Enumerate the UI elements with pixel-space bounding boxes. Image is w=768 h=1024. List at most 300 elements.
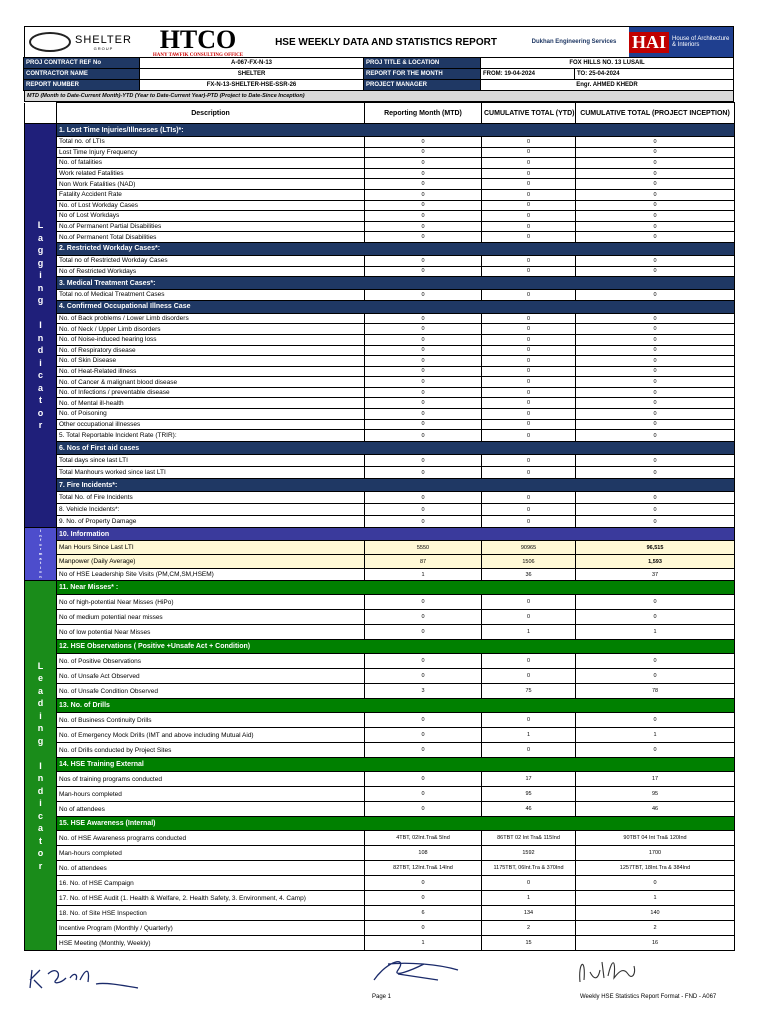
row-mtd: 0 (365, 387, 482, 398)
row-description: No. of Poisoning (57, 409, 365, 420)
row-description: Total no.of Medical Treatment Cases (57, 290, 365, 301)
row-ytd: 0 (482, 158, 576, 169)
signature-left (26, 962, 146, 994)
row-ptd: 0 (576, 211, 735, 222)
row-ytd: 0 (482, 419, 576, 430)
row-ptd: 46 (576, 802, 735, 817)
row-ptd: 1700 (576, 846, 735, 861)
row-description: Total No. of Fire Incidents (57, 492, 365, 504)
row-ptd: 1 (576, 728, 735, 743)
row-mtd: 0 (365, 409, 482, 420)
row-ptd: 0 (576, 455, 735, 467)
row-ytd: 0 (482, 398, 576, 409)
row-ytd: 0 (482, 313, 576, 324)
table-row (25, 158, 735, 169)
row-ptd: 0 (576, 516, 735, 528)
col-ptd: CUMULATIVE TOTAL (PROJECT INCEPTION) (576, 103, 735, 124)
row-description: No. of HSE Awareness programs conducted (57, 831, 365, 846)
row-ytd: 0 (482, 345, 576, 356)
row-mtd: 5550 (365, 541, 482, 555)
row-mtd: 1 (365, 936, 482, 951)
table-row (25, 266, 735, 277)
report-sheet (24, 26, 734, 951)
row-description: Nos of training programs conducted (57, 772, 365, 787)
table-row (25, 189, 735, 200)
section-title: 6. Nos of First aid cases (57, 442, 735, 455)
row-description: 16. No. of HSE Campaign (57, 876, 365, 891)
row-description: No.of Permanent Partial Disabilities (57, 221, 365, 232)
row-description: No of attendees (57, 802, 365, 817)
htco-logo-sub: HANY TAWFIK CONSULTING OFFICE (152, 53, 244, 58)
section-title: 14. HSE Training External (57, 758, 735, 772)
section-title: 2. Restricted Workday Cases*: (57, 242, 735, 255)
table-row (25, 569, 735, 581)
row-mtd: 0 (365, 221, 482, 232)
footer-page: Page 1 (372, 994, 392, 1000)
table-row (25, 430, 735, 442)
contractor-value: SHELTER (139, 68, 364, 80)
signature-right (572, 952, 642, 988)
section-title: 11. Near Misses* : (57, 581, 735, 595)
table-row (25, 787, 735, 802)
row-ytd: 0 (482, 387, 576, 398)
row-description: 9. No. of Property Damage (57, 516, 365, 528)
row-ptd: 0 (576, 377, 735, 388)
row-ytd: 0 (482, 516, 576, 528)
table-row (25, 419, 735, 430)
shelter-ring-icon (29, 32, 71, 52)
to-date: TO: 25-04-2024 (574, 68, 734, 80)
row-mtd: 3 (365, 684, 482, 699)
row-ytd: 0 (482, 876, 576, 891)
row-mtd: 0 (365, 430, 482, 442)
row-mtd: 87 (365, 555, 482, 569)
row-mtd: 0 (365, 802, 482, 817)
lagging-indicator-label-text: L a g g i n g I n d i c a t o r (37, 220, 44, 431)
row-description: No. of fatalities (57, 158, 365, 169)
row-description: No of Lost Workdays (57, 211, 365, 222)
row-ytd: 75 (482, 684, 576, 699)
table-row (25, 356, 735, 367)
section-header-row (25, 758, 735, 772)
row-ptd: 0 (576, 366, 735, 377)
row-ptd: 0 (576, 147, 735, 158)
row-mtd: 0 (365, 356, 482, 367)
row-ytd: 0 (482, 168, 576, 179)
row-description: Work related Fatalities (57, 168, 365, 179)
row-ptd: 0 (576, 221, 735, 232)
row-description: Total no. of LTIs (57, 137, 365, 148)
table-row (25, 743, 735, 758)
row-ptd: 140 (576, 906, 735, 921)
shelter-logo (25, 27, 143, 57)
table-row (25, 409, 735, 420)
row-description: Other occupational illnesses (57, 419, 365, 430)
row-ptd: 0 (576, 290, 735, 301)
row-description: No of low potential Near Misses (57, 625, 365, 640)
section-title: 15. HSE Awareness (Internal) (57, 817, 735, 831)
row-description: No. of Heat-Related illness (57, 366, 365, 377)
row-description: No. of Drills conducted by Project Sites (57, 743, 365, 758)
row-ptd: 0 (576, 504, 735, 516)
row-mtd: 0 (365, 211, 482, 222)
row-mtd: 0 (365, 189, 482, 200)
statistics-table (24, 102, 735, 951)
row-ytd: 0 (482, 377, 576, 388)
information-label (25, 528, 57, 581)
section-title: 1. Lost Time Injuries/Illnesses (LTIs)*: (57, 124, 735, 137)
hai-logo-text: House of Architecture & Interiors (672, 36, 730, 48)
row-ptd: 0 (576, 743, 735, 758)
corner-cell (25, 103, 57, 124)
row-ptd: 0 (576, 324, 735, 335)
row-ytd: 1592 (482, 846, 576, 861)
table-row (25, 728, 735, 743)
row-ytd: 0 (482, 504, 576, 516)
row-ytd: 0 (482, 255, 576, 266)
row-ptd: 0 (576, 419, 735, 430)
row-ptd: 0 (576, 387, 735, 398)
row-mtd: 0 (365, 492, 482, 504)
row-description: Non Work Fatalities (NAD) (57, 179, 365, 190)
section-title: 7. Fire Incidents*: (57, 479, 735, 492)
row-ytd: 1 (482, 728, 576, 743)
row-mtd: 0 (365, 772, 482, 787)
section-header-row (25, 277, 735, 290)
row-description: HSE Meeting (Monthly, Weekly) (57, 936, 365, 951)
row-mtd: 0 (365, 345, 482, 356)
row-ytd: 2 (482, 921, 576, 936)
row-ptd: 0 (576, 158, 735, 169)
row-ptd: 78 (576, 684, 735, 699)
statistics-table-body (25, 103, 735, 951)
row-description: 17. No. of HSE Audit (1. Health & Welfare, 2. Health Safety, 3. Environment, 4. Camp) (57, 891, 365, 906)
table-row (25, 861, 735, 876)
row-ptd: 0 (576, 189, 735, 200)
row-ytd: 134 (482, 906, 576, 921)
row-mtd: 6 (365, 906, 482, 921)
row-description: Incentive Program (Monthly / Quarterly) (57, 921, 365, 936)
htco-logo (143, 27, 253, 57)
section-header-row (25, 300, 735, 313)
section-header-row (25, 242, 735, 255)
row-mtd: 0 (365, 168, 482, 179)
table-row (25, 555, 735, 569)
row-ptd: 0 (576, 168, 735, 179)
signature-middle (368, 950, 468, 986)
footer-format: Weekly HSE Statistics Report Format - FND - A067 (580, 994, 717, 1000)
row-mtd: 0 (365, 728, 482, 743)
report-title: HSE WEEKLY DATA AND STATISTICS REPORT (275, 36, 497, 48)
row-ytd: 0 (482, 492, 576, 504)
table-row (25, 669, 735, 684)
row-mtd: 0 (365, 324, 482, 335)
table-row (25, 366, 735, 377)
shelter-logo-sub: GROUP (93, 45, 114, 51)
row-description: 5. Total Reportable Incident Rate (TRIR): (57, 430, 365, 442)
row-description: Man-hours completed (57, 846, 365, 861)
row-mtd: 0 (365, 255, 482, 266)
row-mtd: 0 (365, 147, 482, 158)
section-header-row (25, 699, 735, 713)
row-ptd: 0 (576, 610, 735, 625)
row-ytd: 0 (482, 232, 576, 243)
table-row (25, 200, 735, 211)
row-ytd: 0 (482, 366, 576, 377)
row-ptd: 0 (576, 345, 735, 356)
hai-logo-mark: HAI (629, 32, 669, 53)
section-title: 13. No. of Drills (57, 699, 735, 713)
table-row (25, 625, 735, 640)
table-row (25, 846, 735, 861)
table-row (25, 891, 735, 906)
row-description: No. of Business Continuity Drills (57, 713, 365, 728)
row-ptd: 0 (576, 595, 735, 610)
row-mtd: 0 (365, 669, 482, 684)
col-mtd: Reporting Month (MTD) (365, 103, 482, 124)
report-month-label: REPORT FOR THE MONTH (363, 68, 481, 80)
row-ytd: 0 (482, 409, 576, 420)
row-mtd: 0 (365, 313, 482, 324)
row-description: No of medium potential near misses (57, 610, 365, 625)
row-ytd: 0 (482, 147, 576, 158)
section-header-row (25, 528, 735, 541)
row-ytd: 0 (482, 211, 576, 222)
row-description: Total Manhours worked since last LTI (57, 467, 365, 479)
row-mtd: 108 (365, 846, 482, 861)
table-row (25, 684, 735, 699)
row-description: Fatality Accident Rate (57, 189, 365, 200)
row-ytd: 0 (482, 595, 576, 610)
row-mtd: 0 (365, 891, 482, 906)
table-row (25, 324, 735, 335)
row-description: Lost Time Injury Frequency (57, 147, 365, 158)
row-ptd: 0 (576, 467, 735, 479)
row-ytd: 0 (482, 467, 576, 479)
table-row (25, 541, 735, 555)
table-row (25, 876, 735, 891)
row-ytd: 15 (482, 936, 576, 951)
row-ytd: 0 (482, 324, 576, 335)
row-description: Total days since last LTI (57, 455, 365, 467)
row-ptd: 0 (576, 409, 735, 420)
row-description: No. of Mental ill-health (57, 398, 365, 409)
table-row (25, 255, 735, 266)
row-ytd: 0 (482, 610, 576, 625)
col-ytd: CUMULATIVE TOTAL (YTD) (482, 103, 576, 124)
pm-label: PROJECT MANAGER (363, 79, 481, 91)
table-row (25, 345, 735, 356)
table-row (25, 179, 735, 190)
row-description: Man Hours Since Last LTI (57, 541, 365, 555)
row-ptd: 1 (576, 891, 735, 906)
row-mtd: 0 (365, 921, 482, 936)
table-row (25, 377, 735, 388)
col-description: Description (57, 103, 365, 124)
row-description: No. of Respiratory disease (57, 345, 365, 356)
row-ptd: 0 (576, 430, 735, 442)
row-mtd: 0 (365, 713, 482, 728)
leading-indicator-label (25, 581, 57, 951)
report-number-label: REPORT NUMBER (23, 79, 140, 91)
row-mtd: 0 (365, 654, 482, 669)
table-row (25, 654, 735, 669)
row-ptd: 0 (576, 313, 735, 324)
table-row (25, 467, 735, 479)
table-row (25, 334, 735, 345)
table-row (25, 455, 735, 467)
section-header-row (25, 581, 735, 595)
row-ptd: 0 (576, 669, 735, 684)
table-row (25, 398, 735, 409)
row-ptd: 90TBT 04 Int Tra& 120Ind (576, 831, 735, 846)
htco-logo-text: HTCO (159, 25, 237, 54)
proj-title-label: PROJ TITLE & LOCATION (363, 57, 481, 69)
row-ptd: 0 (576, 232, 735, 243)
row-ytd: 17 (482, 772, 576, 787)
row-description: No. of Lost Workday Cases (57, 200, 365, 211)
row-ptd: 17 (576, 772, 735, 787)
row-description: No. of Emergency Mock Drills (IMT and above including Mutual Aid) (57, 728, 365, 743)
row-mtd: 0 (365, 516, 482, 528)
section-header-row (25, 124, 735, 137)
row-ptd: 37 (576, 569, 735, 581)
row-mtd: 0 (365, 200, 482, 211)
row-ytd: 1506 (482, 555, 576, 569)
row-ptd: 0 (576, 179, 735, 190)
row-description: No. of Noise-induced hearing loss (57, 334, 365, 345)
row-mtd: 0 (365, 595, 482, 610)
row-mtd: 0 (365, 179, 482, 190)
row-ptd: 0 (576, 713, 735, 728)
row-mtd: 0 (365, 419, 482, 430)
row-ytd: 0 (482, 189, 576, 200)
row-ptd: 0 (576, 200, 735, 211)
row-description: No. of Skin Disease (57, 356, 365, 367)
row-ytd: 95 (482, 787, 576, 802)
from-date: FROM: 19-04-2024 (480, 68, 575, 80)
table-row (25, 921, 735, 936)
table-row (25, 147, 735, 158)
proj-contract-label: PROJ CONTRACT REF No (23, 57, 140, 69)
row-ytd: 86TBT 02 Int Tra& 115Ind (482, 831, 576, 846)
row-ytd: 1 (482, 625, 576, 640)
row-mtd: 0 (365, 266, 482, 277)
row-ptd: 0 (576, 334, 735, 345)
section-header-row (25, 479, 735, 492)
row-mtd: 0 (365, 743, 482, 758)
row-ytd: 0 (482, 137, 576, 148)
row-description: No of HSE Leadership Site Visits (PM,CM,SM,HSEM) (57, 569, 365, 581)
row-mtd: 0 (365, 876, 482, 891)
proj-title-value: FOX HILLS NO. 13 LUSAIL (480, 57, 734, 69)
row-description: No. of Unsafe Condition Observed (57, 684, 365, 699)
row-ytd: 0 (482, 713, 576, 728)
row-ptd: 0 (576, 356, 735, 367)
row-mtd: 0 (365, 377, 482, 388)
table-row (25, 610, 735, 625)
row-mtd: 82TBT, 12Int.Tra& 14Ind (365, 861, 482, 876)
row-ytd: 0 (482, 743, 576, 758)
table-row (25, 221, 735, 232)
row-description: No of Restricted Workdays (57, 266, 365, 277)
section-header-row (25, 640, 735, 654)
row-mtd: 0 (365, 290, 482, 301)
row-ytd: 0 (482, 290, 576, 301)
section-title: 3. Medical Treatment Cases*: (57, 277, 735, 290)
table-row (25, 713, 735, 728)
pm-value: Engr. AHMED KHEDR (480, 79, 734, 91)
table-row (25, 906, 735, 921)
row-mtd: 0 (365, 787, 482, 802)
row-description: Total no of Restricted Workday Cases (57, 255, 365, 266)
row-description: No. of Infections / preventable disease (57, 387, 365, 398)
row-ytd: 0 (482, 200, 576, 211)
report-header (24, 26, 734, 58)
row-description: Man-hours completed (57, 787, 365, 802)
row-mtd: 1 (365, 569, 482, 581)
report-number-value: FX-N-13-SHELTER-HSE-SSR-26 (139, 79, 364, 91)
row-ytd: 90965 (482, 541, 576, 555)
section-title: 12. HSE Observations ( Positive +Unsafe Act + Condition) (57, 640, 735, 654)
row-ytd: 1 (482, 891, 576, 906)
dukhan-logo: Dukhan Engineering Services (519, 27, 629, 57)
table-row (25, 211, 735, 222)
row-description: No. of attendees (57, 861, 365, 876)
row-ptd: 0 (576, 654, 735, 669)
table-row (25, 232, 735, 243)
row-description: 8. Vehicle Incidents*: (57, 504, 365, 516)
row-ytd: 46 (482, 802, 576, 817)
table-row (25, 936, 735, 951)
shelter-logo-text: SHELTER (75, 33, 132, 46)
project-info-grid (24, 58, 734, 91)
row-ytd: 0 (482, 334, 576, 345)
row-ytd: 0 (482, 669, 576, 684)
row-ptd: 1257TBT, 18Int.Tra & 384Ind (576, 861, 735, 876)
row-mtd: 0 (365, 398, 482, 409)
row-mtd: 0 (365, 467, 482, 479)
proj-contract-value: A-067-FX-N-13 (139, 57, 364, 69)
row-mtd: 0 (365, 232, 482, 243)
table-row (25, 831, 735, 846)
leading-indicator-label-text: L e a d i n g I n d i c a t o r (37, 660, 44, 871)
row-mtd: 0 (365, 504, 482, 516)
table-row (25, 137, 735, 148)
row-description: No. of Cancer & malignant blood disease (57, 377, 365, 388)
section-header-row (25, 817, 735, 831)
row-mtd: 0 (365, 610, 482, 625)
table-row (25, 290, 735, 301)
row-ptd: 2 (576, 921, 735, 936)
row-description: 18. No. of Site HSE Inspection (57, 906, 365, 921)
row-description: No of high-potential Near Misses (HiPo) (57, 595, 365, 610)
row-mtd: 0 (365, 137, 482, 148)
table-row (25, 168, 735, 179)
table-row (25, 802, 735, 817)
table-row (25, 772, 735, 787)
row-ptd: 95 (576, 787, 735, 802)
row-mtd: 4TBT, 02Int.Tra& 5Ind (365, 831, 482, 846)
row-mtd: 0 (365, 366, 482, 377)
table-row (25, 387, 735, 398)
row-mtd: 0 (365, 158, 482, 169)
contractor-label: CONTRACTOR NAME (23, 68, 140, 80)
section-title: 10. Information (57, 528, 735, 541)
row-ptd: 0 (576, 137, 735, 148)
row-ytd: 1175TBT, 06Int.Tra & 370Ind (482, 861, 576, 876)
column-header-row (25, 103, 735, 124)
